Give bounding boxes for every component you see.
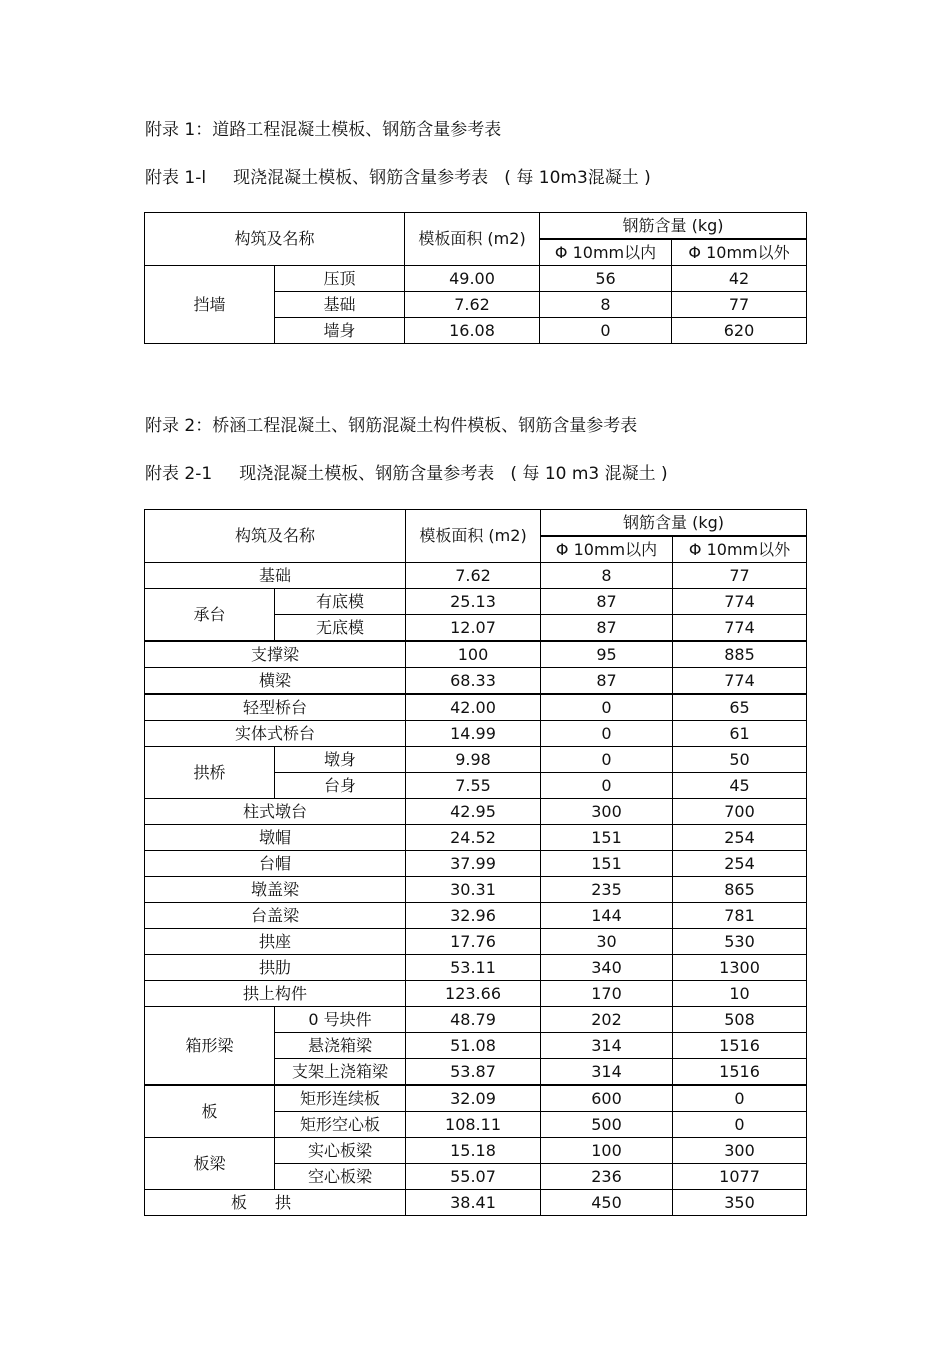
- item-name: 柱式墩台: [145, 799, 406, 825]
- item-name: 台帽: [145, 851, 406, 877]
- formwork-value: 37.99: [406, 851, 541, 877]
- item-name: 支架上浇箱梁: [275, 1059, 406, 1086]
- formwork-value: 123.66: [406, 981, 541, 1007]
- rebar-in-value: 87: [541, 589, 673, 615]
- formwork-value: 25.13: [406, 589, 541, 615]
- formwork-value: 17.76: [406, 929, 541, 955]
- rebar-out-value: 865: [673, 877, 807, 903]
- formwork-value: 42.95: [406, 799, 541, 825]
- formwork-value: 7.62: [405, 292, 540, 318]
- formwork-value: 32.96: [406, 903, 541, 929]
- table1-caption: 附表 1-l 现浇混凝土模板、钢筋含量参考表 ( 每 10m3混凝土 ): [145, 168, 651, 188]
- rebar-out-value: 1516: [673, 1033, 807, 1059]
- rebar-out-value: 1077: [673, 1164, 807, 1190]
- item-name: 空心板梁: [275, 1164, 406, 1190]
- item-name: 实心板梁: [275, 1138, 406, 1164]
- rebar-out-value: 774: [673, 589, 807, 615]
- table-row: [145, 825, 807, 851]
- group-label: 箱形梁: [145, 1007, 275, 1086]
- table-row: [145, 266, 807, 292]
- item-name: 拱上构件: [145, 981, 406, 1007]
- formwork-value: 15.18: [406, 1138, 541, 1164]
- rebar-in-value: 30: [541, 929, 673, 955]
- rebar-in-value: 236: [541, 1164, 673, 1190]
- header-rebar-in: Φ 10mm以内: [540, 239, 672, 266]
- rebar-out-value: 0: [673, 1085, 807, 1112]
- table1-retaining-wall: [144, 212, 807, 344]
- header-rebar-out: Φ 10mm以外: [673, 536, 807, 563]
- formwork-value: 55.07: [406, 1164, 541, 1190]
- formwork-value: 48.79: [406, 1007, 541, 1033]
- item-name: 压顶: [275, 266, 405, 292]
- formwork-value: 30.31: [406, 877, 541, 903]
- item-name: 基础: [145, 563, 406, 589]
- table-row: [145, 563, 807, 589]
- item-name: 墩帽: [145, 825, 406, 851]
- rebar-out-value: 781: [673, 903, 807, 929]
- item-name: 墩盖梁: [145, 877, 406, 903]
- header-name: 构筑及名称: [145, 510, 406, 563]
- table2-caption: 附表 2-1 现浇混凝土模板、钢筋含量参考表 ( 每 10 m3 混凝土 ): [145, 464, 668, 484]
- rebar-out-value: 0: [673, 1112, 807, 1138]
- appendix2-heading: 附录 2：桥涵工程混凝土、钢筋混凝土构件模板、钢筋含量参考表: [145, 416, 638, 436]
- table-row: [145, 1007, 807, 1033]
- item-name: 实体式桥台: [145, 721, 406, 747]
- rebar-out-value: 620: [672, 318, 807, 344]
- formwork-value: 68.33: [406, 668, 541, 695]
- rebar-out-value: 77: [672, 292, 807, 318]
- table-row: [145, 851, 807, 877]
- rebar-out-value: 885: [673, 641, 807, 668]
- formwork-value: 24.52: [406, 825, 541, 851]
- rebar-out-value: 61: [673, 721, 807, 747]
- rebar-in-value: 600: [541, 1085, 673, 1112]
- rebar-in-value: 0: [540, 318, 672, 344]
- rebar-in-value: 0: [541, 694, 673, 721]
- formwork-value: 16.08: [405, 318, 540, 344]
- group-label: 拱桥: [145, 747, 275, 799]
- formwork-value: 14.99: [406, 721, 541, 747]
- rebar-in-value: 300: [541, 799, 673, 825]
- table-row: [145, 668, 807, 695]
- table-row: [145, 877, 807, 903]
- item-name: 矩形连续板: [275, 1085, 406, 1112]
- header-formwork: 模板面积 (m2): [405, 213, 540, 266]
- item-name: 基础: [275, 292, 405, 318]
- table-row: [145, 747, 807, 773]
- rebar-out-value: 530: [673, 929, 807, 955]
- item-name: 台盖梁: [145, 903, 406, 929]
- rebar-out-value: 65: [673, 694, 807, 721]
- table-row: [145, 1138, 807, 1164]
- table-row: [145, 929, 807, 955]
- rebar-out-value: 77: [673, 563, 807, 589]
- rebar-out-value: 774: [673, 615, 807, 642]
- formwork-value: 53.11: [406, 955, 541, 981]
- rebar-in-value: 0: [541, 721, 673, 747]
- rebar-in-value: 87: [541, 668, 673, 695]
- table-row: [145, 799, 807, 825]
- item-name: 轻型桥台: [145, 694, 406, 721]
- rebar-in-value: 95: [541, 641, 673, 668]
- rebar-in-value: 151: [541, 825, 673, 851]
- group-label: 板梁: [145, 1138, 275, 1190]
- rebar-in-value: 0: [541, 773, 673, 799]
- rebar-in-value: 450: [541, 1190, 673, 1216]
- item-name: 拱肋: [145, 955, 406, 981]
- rebar-in-value: 100: [541, 1138, 673, 1164]
- formwork-value: 49.00: [405, 266, 540, 292]
- table-row: [145, 589, 807, 615]
- formwork-value: 42.00: [406, 694, 541, 721]
- formwork-value: 108.11: [406, 1112, 541, 1138]
- table-row: [145, 1085, 807, 1112]
- rebar-in-value: 500: [541, 1112, 673, 1138]
- rebar-out-value: 350: [673, 1190, 807, 1216]
- formwork-value: 32.09: [406, 1085, 541, 1112]
- header-rebar-out: Φ 10mm以外: [672, 239, 807, 266]
- formwork-value: 12.07: [406, 615, 541, 642]
- rebar-in-value: 56: [540, 266, 672, 292]
- rebar-out-value: 254: [673, 825, 807, 851]
- table-row: [145, 641, 807, 668]
- rebar-in-value: 314: [541, 1059, 673, 1086]
- item-name: 无底模: [275, 615, 406, 642]
- header-rebar: 钢筋含量 (kg): [541, 510, 807, 537]
- item-name: 悬浇箱梁: [275, 1033, 406, 1059]
- formwork-value: 7.62: [406, 563, 541, 589]
- rebar-in-value: 8: [541, 563, 673, 589]
- rebar-in-value: 314: [541, 1033, 673, 1059]
- table-row: [145, 955, 807, 981]
- rebar-out-value: 700: [673, 799, 807, 825]
- item-name: 横梁: [145, 668, 406, 695]
- header-formwork: 模板面积 (m2): [406, 510, 541, 563]
- rebar-in-value: 0: [541, 747, 673, 773]
- item-name: 拱座: [145, 929, 406, 955]
- rebar-out-value: 774: [673, 668, 807, 695]
- table-row: [145, 721, 807, 747]
- group-label: 承台: [145, 589, 275, 642]
- table-row: [145, 903, 807, 929]
- table-row: [145, 1190, 807, 1216]
- rebar-in-value: 151: [541, 851, 673, 877]
- formwork-value: 7.55: [406, 773, 541, 799]
- rebar-in-value: 8: [540, 292, 672, 318]
- item-name: 支撑梁: [145, 641, 406, 668]
- rebar-out-value: 50: [673, 747, 807, 773]
- appendix1-heading: 附录 1：道路工程混凝土模板、钢筋含量参考表: [145, 120, 502, 140]
- item-name: 板拱: [145, 1190, 406, 1216]
- header-rebar: 钢筋含量 (kg): [540, 213, 807, 240]
- item-name: 0 号块件: [275, 1007, 406, 1033]
- item-name: 有底模: [275, 589, 406, 615]
- rebar-in-value: 170: [541, 981, 673, 1007]
- rebar-out-value: 42: [672, 266, 807, 292]
- group-label: 挡墙: [145, 266, 275, 344]
- rebar-out-value: 1516: [673, 1059, 807, 1086]
- rebar-out-value: 45: [673, 773, 807, 799]
- table-row: [145, 981, 807, 1007]
- table-header-row: [145, 510, 807, 537]
- table-row: [145, 694, 807, 721]
- item-name: 墩身: [275, 747, 406, 773]
- formwork-value: 38.41: [406, 1190, 541, 1216]
- item-name: 台身: [275, 773, 406, 799]
- formwork-value: 100: [406, 641, 541, 668]
- rebar-in-value: 202: [541, 1007, 673, 1033]
- item-name: 矩形空心板: [275, 1112, 406, 1138]
- rebar-in-value: 87: [541, 615, 673, 642]
- formwork-value: 51.08: [406, 1033, 541, 1059]
- rebar-in-value: 340: [541, 955, 673, 981]
- formwork-value: 9.98: [406, 747, 541, 773]
- rebar-out-value: 1300: [673, 955, 807, 981]
- item-name: 墙身: [275, 318, 405, 344]
- rebar-out-value: 10: [673, 981, 807, 1007]
- header-name: 构筑及名称: [145, 213, 405, 266]
- header-rebar-in: Φ 10mm以内: [541, 536, 673, 563]
- table-header-row: [145, 213, 807, 240]
- rebar-in-value: 144: [541, 903, 673, 929]
- rebar-out-value: 254: [673, 851, 807, 877]
- rebar-in-value: 235: [541, 877, 673, 903]
- rebar-out-value: 508: [673, 1007, 807, 1033]
- formwork-value: 53.87: [406, 1059, 541, 1086]
- group-label: 板: [145, 1085, 275, 1138]
- table2-bridge-culvert: [144, 509, 807, 1216]
- rebar-out-value: 300: [673, 1138, 807, 1164]
